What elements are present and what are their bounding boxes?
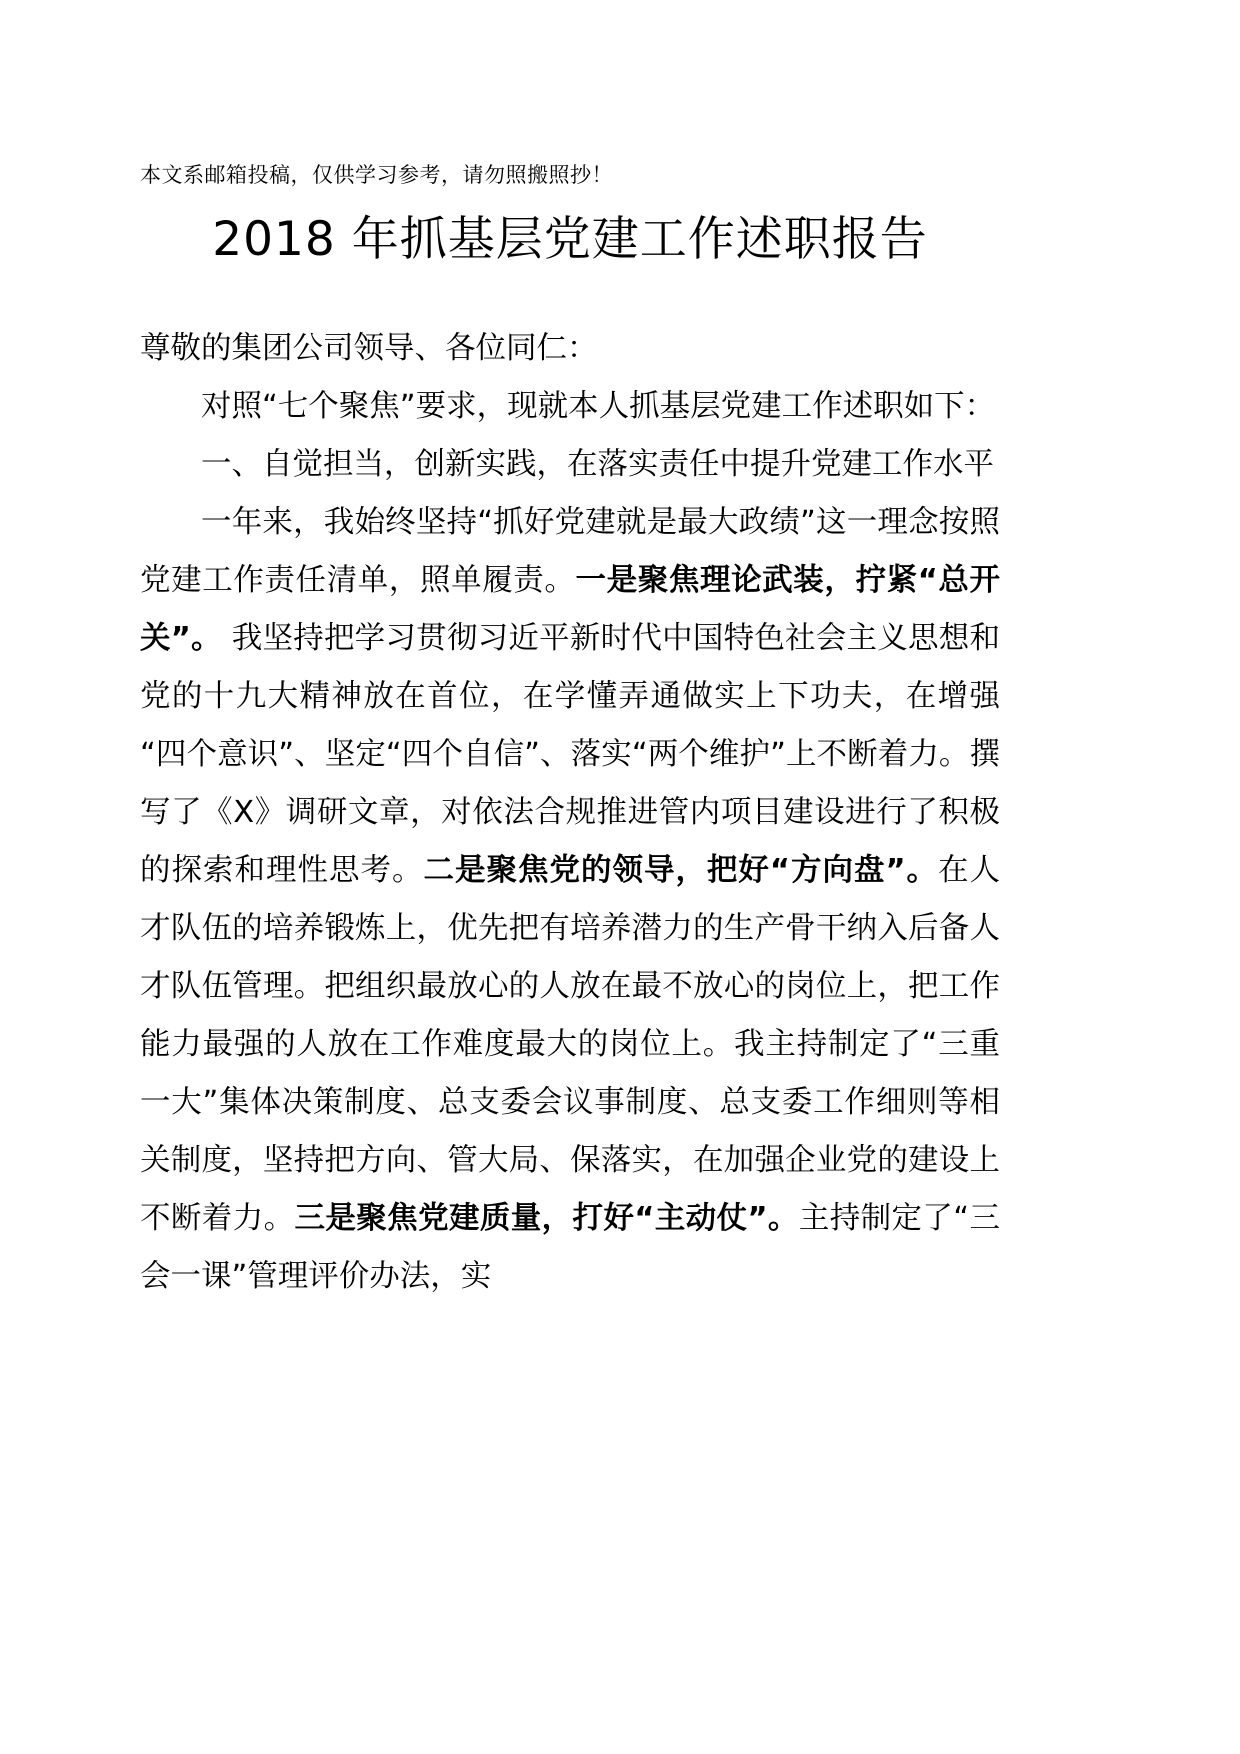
document-content: [140, 0, 1000, 1306]
body-run-7: 主持制定了“三会一课”管理评价办法，实: [140, 1200, 1000, 1294]
body-run-4-bold: 二是聚焦党的领导，把好“方向盘”。: [423, 852, 938, 888]
intro-paragraph: 对照“七个聚焦”要求，现就本人抓基层党建工作述职如下：: [201, 388, 996, 424]
salutation-paragraph: 尊敬的集团公司领导、各位同仁：: [140, 330, 598, 366]
section-one-body: [140, 494, 1000, 1306]
body-run-5: 在人才队伍的培养锻炼上，优先把有培养潜力的生产骨干纳入后备人才队伍管理。把组织最放心的人放在最不放心的岗位上，把工作能力最强的人放在工作难度最大的岗位上。我主持制定了“三重一大”集体决策制度、总支委会议事制度、总支委工作细则等相关制度，坚持把方向、管大局、保落实，在加强企业党的建设上不断着力。: [140, 852, 1000, 1236]
document-body: [140, 274, 1000, 1306]
body-run-6-bold: 三是聚焦党建质量，打好“主动仗”。: [294, 1200, 799, 1236]
body-run-2-bold: 一是聚焦理论武装，拧紧“总开关”。: [140, 562, 1000, 656]
body-run-1: 一年来，我始终坚持“抓好党建就是最大政绩”这一理念按照党建工作责任清单，照单履责。: [140, 504, 1000, 598]
body-run-3: 我坚持把学习贯彻习近平新时代中国特色社会主义思想和党的十九大精神放在首位，在学懂弄通做实上下功夫，在增强“四个意识”、坚定“四个自信”、落实“两个维护”上不断着力。撰写了《X》调研文章，对依法合规推进管内项目建设进行了积极的探索和理性思考。: [140, 620, 1001, 888]
submission-notice: 本文系邮箱投稿，仅供学习参考，请勿照搬照抄！: [140, 163, 613, 187]
page-title: 2018 年抓基层党建工作述职报告: [212, 211, 928, 267]
section-one-heading: 一、自觉担当，创新实践，在落实责任中提升党建工作水平: [201, 446, 994, 482]
